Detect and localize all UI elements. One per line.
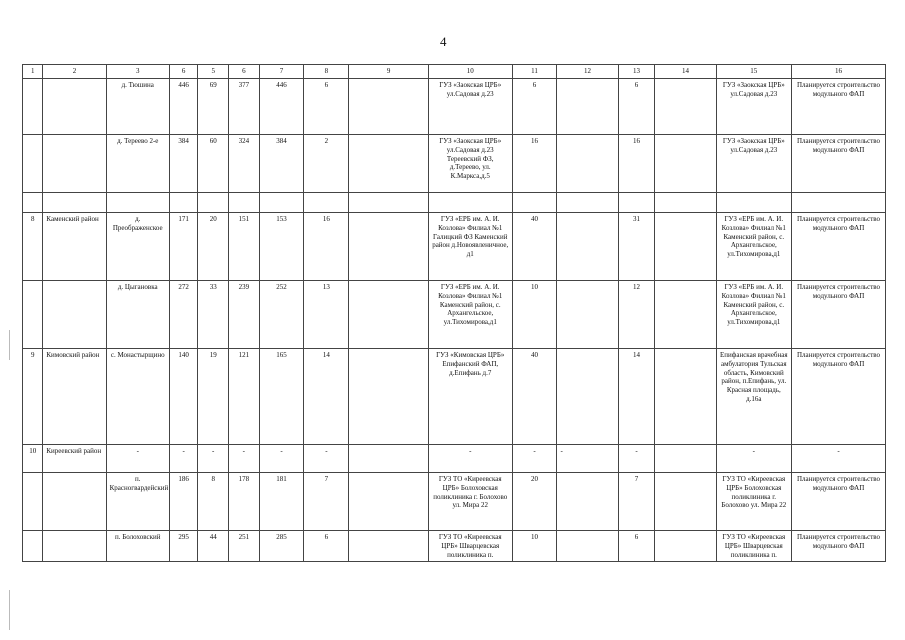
table-cell-c9 (349, 193, 429, 213)
table-cell-num: 9 (23, 349, 43, 445)
table-cell-c8: 7 (304, 473, 349, 531)
table-cell-c13: 6 (618, 79, 655, 135)
column-number-cell: 15 (716, 65, 791, 79)
table-row (23, 473, 886, 531)
table-cell-c16: Планируется строительство модульного ФАП (792, 473, 886, 531)
table-cell-c15: ГУЗ «Заокская ЦРБ» ул.Садовая д.23 (716, 135, 791, 193)
table-cell-c6: - (229, 445, 260, 473)
table-cell-c4: 446 (169, 79, 198, 135)
table-cell-c16: Планируется строительство модульного ФАП (792, 281, 886, 349)
table-cell-c6 (229, 193, 260, 213)
table-cell-c11: - (512, 445, 557, 473)
table-cell-c4: - (169, 445, 198, 473)
table-cell-c10: ГУЗ ТО «Киреевская ЦРБ» Болоховская поликлиника г. Болохово ул. Мира 22 (428, 473, 512, 531)
table-cell-c16: - (792, 445, 886, 473)
table-row (23, 213, 886, 281)
table-row (23, 445, 886, 473)
table-cell-settlement: д. Тереево 2-е (106, 135, 169, 193)
table-row (23, 79, 886, 135)
table-cell-c16 (792, 193, 886, 213)
table-cell-c11: 20 (512, 473, 557, 531)
table-cell-c14 (655, 213, 716, 281)
table-cell-c12 (557, 135, 618, 193)
table-cell-district: Кимовский район (43, 349, 106, 445)
table-cell-district (43, 135, 106, 193)
table-cell-district: Киреевский район (43, 445, 106, 473)
column-number-cell: 9 (349, 65, 429, 79)
table-cell-c4: 384 (169, 135, 198, 193)
table-cell-c4: 171 (169, 213, 198, 281)
table-cell-c12 (557, 281, 618, 349)
table-cell-settlement: п. Болоховский (106, 531, 169, 562)
table-cell-c16: Планируется строительство модульного ФАП (792, 79, 886, 135)
column-number-cell: 6 (229, 65, 260, 79)
table-cell-c7: 446 (259, 79, 304, 135)
column-number-cell: 13 (618, 65, 655, 79)
table-cell-c4: 272 (169, 281, 198, 349)
page-number: 4 (440, 34, 447, 49)
table-cell-c5: 33 (198, 281, 229, 349)
table-cell-num (23, 473, 43, 531)
table-cell-c15: ГУЗ «ЕРБ им. А. И. Козлова» Филиал №1 Каменский район, с. Архангельское, ул.Тихомирова,д1 (716, 213, 791, 281)
table-cell-c7: 153 (259, 213, 304, 281)
column-number-cell: 7 (259, 65, 304, 79)
table-cell-c6: 121 (229, 349, 260, 445)
column-number-cell: 8 (304, 65, 349, 79)
table-cell-c8: 6 (304, 79, 349, 135)
table-cell-c6: 377 (229, 79, 260, 135)
table-cell-c11: 10 (512, 531, 557, 562)
table-cell-c16: Планируется строительство модульного ФАП (792, 349, 886, 445)
table-cell-c13: 14 (618, 349, 655, 445)
table-cell-c15 (716, 193, 791, 213)
table-cell-c15: ГУЗ ТО «Киреевская ЦРБ» Болоховская поликлиника г. Болохово ул. Мира 22 (716, 473, 791, 531)
table-cell-c7: 181 (259, 473, 304, 531)
table-cell-c4 (169, 193, 198, 213)
table-cell-district (43, 473, 106, 531)
table-cell-c16: Планируется строительство модульного ФАП (792, 531, 886, 562)
table-cell-c12: - (557, 445, 618, 473)
table-cell-c16: Планируется строительство модульного ФАП (792, 213, 886, 281)
table-cell-settlement (106, 193, 169, 213)
table-cell-c11: 40 (512, 349, 557, 445)
table-cell-c4: 140 (169, 349, 198, 445)
table-cell-c6: 251 (229, 531, 260, 562)
table-cell-c16: Планируется строительство модульного ФАП (792, 135, 886, 193)
table-cell-c10: ГУЗ «Заокская ЦРБ» ул.Садовая д.23 (428, 79, 512, 135)
table-row (23, 193, 886, 213)
table-cell-c8: 6 (304, 531, 349, 562)
table-cell-c15: ГУЗ «Заокская ЦРБ» ул.Садовая д.23 (716, 79, 791, 135)
table-cell-c14 (655, 445, 716, 473)
table-cell-c8: 14 (304, 349, 349, 445)
table-cell-c4: 186 (169, 473, 198, 531)
table-cell-settlement: д. Тюшина (106, 79, 169, 135)
table-cell-c6: 178 (229, 473, 260, 531)
table-cell-c7 (259, 193, 304, 213)
table-cell-c13: - (618, 445, 655, 473)
column-number-cell: 14 (655, 65, 716, 79)
table-cell-settlement: д. Преображенское (106, 213, 169, 281)
column-number-cell: 1 (23, 65, 43, 79)
table-cell-settlement: п. Красногвардейский (106, 473, 169, 531)
table-cell-c6: 324 (229, 135, 260, 193)
table-cell-c9 (349, 281, 429, 349)
table-cell-district: Каменский район (43, 213, 106, 281)
table-cell-settlement: - (106, 445, 169, 473)
facilities-table (22, 64, 886, 562)
table-row (23, 135, 886, 193)
table-cell-c5: 44 (198, 531, 229, 562)
table-cell-c9 (349, 473, 429, 531)
table-cell-c12 (557, 349, 618, 445)
table-cell-c14 (655, 193, 716, 213)
table-cell-c15: ГУЗ «ЕРБ им. А. И. Козлова» Филиал №1 Каменский район, с. Архангельское, ул.Тихомирова,д1 (716, 281, 791, 349)
table-cell-num (23, 281, 43, 349)
table-cell-c7: 252 (259, 281, 304, 349)
table-row (23, 349, 886, 445)
table-cell-settlement: с. Монастырщино (106, 349, 169, 445)
table-cell-settlement: д. Цыгановка (106, 281, 169, 349)
table-cell-c14 (655, 79, 716, 135)
table-cell-c11: 6 (512, 79, 557, 135)
table-cell-c10: ГУЗ «Кимовская ЦРБ» Епифанский ФАП, д.Епифань д.7 (428, 349, 512, 445)
table-cell-c15: - (716, 445, 791, 473)
table-cell-c13 (618, 193, 655, 213)
table-cell-c14 (655, 349, 716, 445)
table-cell-c8: 13 (304, 281, 349, 349)
table-cell-num: 8 (23, 213, 43, 281)
table-cell-c9 (349, 79, 429, 135)
table-cell-num (23, 79, 43, 135)
column-number-cell: 6 (169, 65, 198, 79)
column-number-row (23, 65, 886, 79)
table-cell-c7: 384 (259, 135, 304, 193)
table-cell-c11: 10 (512, 281, 557, 349)
table-cell-c13: 6 (618, 531, 655, 562)
table-cell-c11 (512, 193, 557, 213)
table-cell-district (43, 79, 106, 135)
table-cell-num (23, 531, 43, 562)
table-cell-c5: 19 (198, 349, 229, 445)
column-number-cell: 2 (43, 65, 106, 79)
table-cell-c11: 40 (512, 213, 557, 281)
table-cell-c13: 31 (618, 213, 655, 281)
table-cell-c13: 12 (618, 281, 655, 349)
table-cell-c6: 151 (229, 213, 260, 281)
table-cell-c5: 69 (198, 79, 229, 135)
table-cell-c14 (655, 473, 716, 531)
table-cell-c8: - (304, 445, 349, 473)
table-cell-c14 (655, 135, 716, 193)
table-cell-c9 (349, 445, 429, 473)
scan-edge-mark (9, 590, 10, 630)
table-cell-c14 (655, 531, 716, 562)
table-cell-district (43, 531, 106, 562)
table-row (23, 281, 886, 349)
table-cell-c8: 16 (304, 213, 349, 281)
table-cell-c8 (304, 193, 349, 213)
table-cell-c6: 239 (229, 281, 260, 349)
table-cell-district (43, 193, 106, 213)
table-cell-c10: - (428, 445, 512, 473)
table-cell-c5: 20 (198, 213, 229, 281)
table-cell-c5 (198, 193, 229, 213)
table-cell-c12 (557, 473, 618, 531)
table-cell-c15: Епифанская врачебная амбулатория Тульская область, Кимовский район, п.Епифань, ул. Красная площадь, д.16а (716, 349, 791, 445)
table-cell-c11: 16 (512, 135, 557, 193)
table-cell-c10: ГУЗ «ЕРБ им. А. И. Козлова» Филиал №1 Галицкий ФЗ Каменский район д.Новоявленичное, д1 (428, 213, 512, 281)
table-cell-c10: ГУЗ «Заокская ЦРБ» ул.Садовая д.23 Тереевский ФЗ, д.Тереево, ул. К.Маркса,д.5 (428, 135, 512, 193)
column-number-cell: 16 (792, 65, 886, 79)
column-number-cell: 10 (428, 65, 512, 79)
table-cell-c5: 60 (198, 135, 229, 193)
table-cell-c10: ГУЗ ТО «Киреевская ЦРБ» Шварцевская поликлиника п. (428, 531, 512, 562)
table-cell-c14 (655, 281, 716, 349)
table-cell-c10: ГУЗ «ЕРБ им. А. И. Козлова» Филиал №1 Каменский район, с. Архангельское, ул.Тихомирова,д1 (428, 281, 512, 349)
table-cell-c13: 7 (618, 473, 655, 531)
column-number-cell: 11 (512, 65, 557, 79)
column-number-cell: 3 (106, 65, 169, 79)
table-cell-c10 (428, 193, 512, 213)
table-cell-c9 (349, 135, 429, 193)
table-cell-num (23, 135, 43, 193)
table-cell-c12 (557, 193, 618, 213)
table-cell-num (23, 193, 43, 213)
table-cell-c8: 2 (304, 135, 349, 193)
table-cell-c15: ГУЗ ТО «Киреевская ЦРБ» Шварцевская поликлиника п. (716, 531, 791, 562)
table-row (23, 531, 886, 562)
scan-edge-mark (9, 330, 10, 360)
table-cell-district (43, 281, 106, 349)
table-cell-c12 (557, 213, 618, 281)
column-number-cell: 12 (557, 65, 618, 79)
table-cell-c7: - (259, 445, 304, 473)
table-cell-c9 (349, 349, 429, 445)
table-cell-c13: 16 (618, 135, 655, 193)
table-cell-num: 10 (23, 445, 43, 473)
table-cell-c9 (349, 213, 429, 281)
table-cell-c7: 285 (259, 531, 304, 562)
table-cell-c9 (349, 531, 429, 562)
table-cell-c5: 8 (198, 473, 229, 531)
table-cell-c12 (557, 79, 618, 135)
table-cell-c12 (557, 531, 618, 562)
table-cell-c4: 295 (169, 531, 198, 562)
table-cell-c5: - (198, 445, 229, 473)
table-cell-c7: 165 (259, 349, 304, 445)
column-number-cell: 5 (198, 65, 229, 79)
